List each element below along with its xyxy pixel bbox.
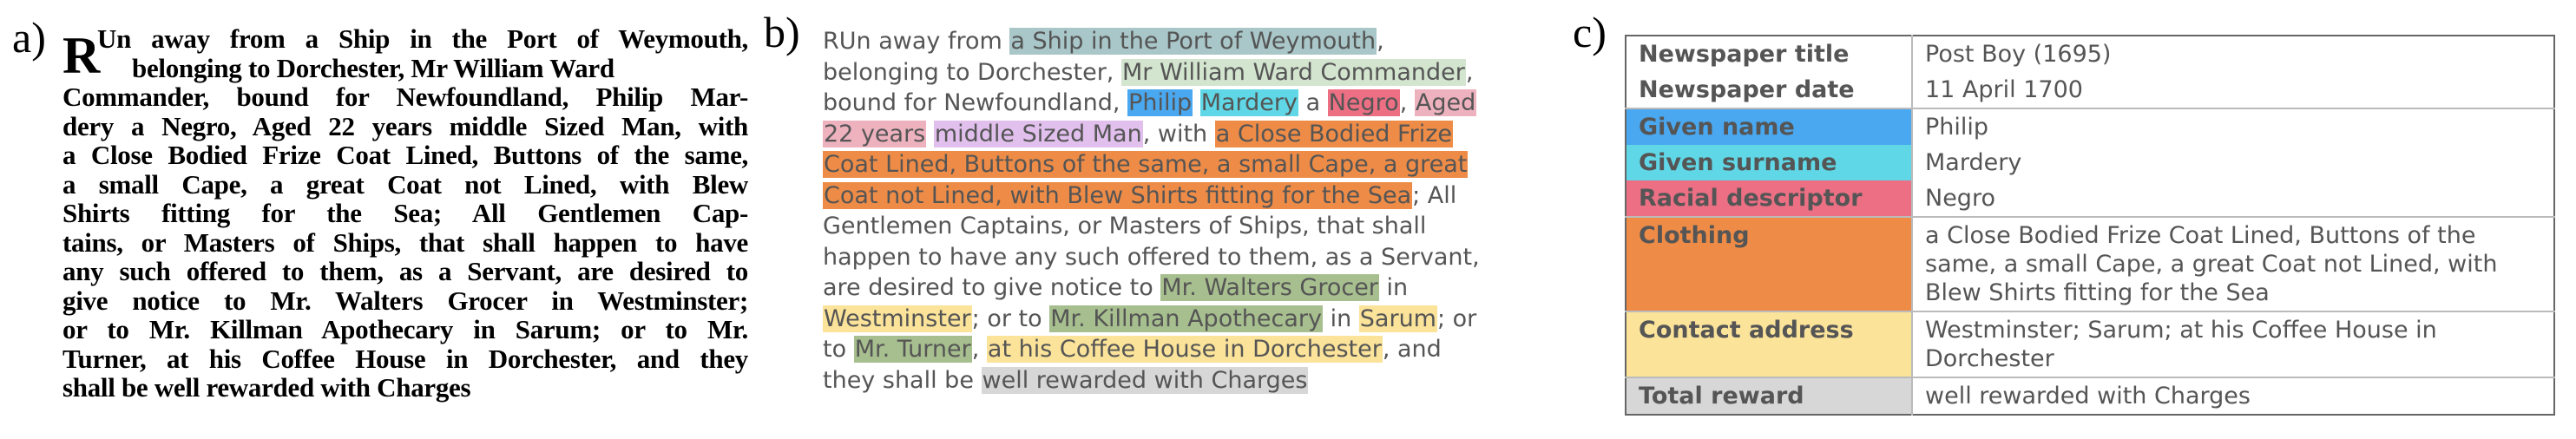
annot-line: are desired to give notice to Mr. Walters Grocer in — [823, 274, 1409, 301]
annot-line: bound for Newfoundland, Philip Mardery a Negro, Aged — [823, 89, 1476, 116]
field-value: Mardery — [1925, 149, 2022, 176]
scan-line: dery a Negro, Aged 22 years middle Sized Man, with — [62, 110, 748, 141]
highlight-commander: Mr William Ward Commander — [1121, 58, 1465, 86]
field-name: Racial descriptor — [1626, 180, 1912, 217]
annot-line: Coat not Lined, with Blew Shirts fitting for the Sea; All — [824, 181, 1457, 209]
highlight-given-surname: Mardery — [1200, 89, 1298, 116]
drop-cap: R — [62, 27, 101, 84]
highlight-contact: Mr. Walters Grocer — [1161, 274, 1378, 301]
highlight-address: Sarum — [1359, 305, 1436, 332]
field-name: Newspaper title — [1626, 36, 1912, 72]
table-row — [1626, 145, 2554, 180]
highlight-contact: Mr. Turner — [854, 336, 971, 363]
field-value: Philip — [1912, 108, 2554, 145]
annot-line: 22 years middle Sized Man, with a Close Bodied Frize — [824, 120, 1452, 147]
annot-line: RUn away from a Ship in the Port of Weymouth, — [823, 28, 1384, 55]
table-row — [1626, 217, 2554, 311]
table-row — [1626, 180, 2554, 217]
table-row — [1626, 72, 2554, 108]
field-name: Given surname — [1626, 145, 1912, 180]
scanned-advert — [62, 24, 748, 403]
scan-line: give notice to Mr. Walters Grocer in Westminster; — [62, 285, 748, 316]
field-name: Contact address — [1626, 311, 1912, 377]
annot-line — [823, 149, 1552, 180]
highlight-stature: middle Sized Man — [934, 120, 1142, 147]
scan-line: shall be well rewarded with Charges — [62, 372, 471, 403]
scan-line: Shirts fitting for the Sea; All Gentlemen Cap- — [62, 198, 748, 228]
highlight-age: Aged — [1415, 89, 1476, 116]
extracted-fields-table — [1625, 35, 2555, 416]
table-row — [1626, 311, 2554, 377]
highlight-clothing: a Close Bodied Frize — [1215, 120, 1452, 147]
scan-line: Un away from a Ship in the Port of Weymouth, — [97, 23, 748, 54]
scan-line: a small Cape, a great Coat not Lined, with Blew — [62, 168, 748, 200]
field-name: Newspaper date — [1626, 72, 1912, 108]
scan-line: or to Mr. Killman Apothecary in Sarum; or to Mr. — [62, 314, 748, 344]
table-row — [1626, 377, 2554, 415]
scan-line: a Close Bodied Frize Coat Lined, Buttons of the same, — [62, 140, 748, 170]
scan-line: Commander, bound for Newfoundland, Philip Mar- — [62, 82, 748, 112]
field-value: a Close Bodied Frize Coat Lined, Buttons of the same, a small Cape, a great Coat not Lined, with Blew Shirts fitting for the Sea — [1912, 217, 2554, 311]
highlight-age: 22 years — [824, 120, 926, 147]
field-value: well rewarded with Charges — [1912, 377, 2554, 415]
scan-line: any such offered to them, as a Servant, are desired to — [62, 256, 748, 286]
field-name: Given name — [1626, 108, 1912, 145]
field-value: Negro — [1925, 185, 1995, 212]
highlight-clothing: Coat not Lined, with Blew Shirts fitting for the Sea — [824, 181, 1412, 209]
field-name: Total reward — [1626, 377, 1912, 415]
annot-line: belonging to Dorchester, Mr William Ward Commander, — [823, 58, 1474, 86]
annot-line: to Mr. Turner, at his Coffee House in Dorchester, and — [823, 336, 1442, 363]
highlight-address: Westminster — [824, 305, 971, 332]
table-row — [1626, 36, 2554, 72]
highlight-ship: a Ship in the Port of Weymouth — [1010, 28, 1377, 55]
scan-line: belonging to Dorchester, Mr William Ward — [132, 52, 614, 83]
panel-b-label: b) — [764, 8, 800, 56]
highlight-racial: Negro — [1328, 89, 1399, 116]
highlight-reward: well rewarded with Charges — [982, 366, 1308, 394]
annot-line: Westminster; or to Mr. Killman Apothecary in Sarum; or — [824, 305, 1477, 332]
highlight-address: at his Coffee House in Dorchester — [987, 336, 1382, 363]
field-value: Post Boy (1695) — [1925, 41, 2112, 68]
table-row — [1626, 108, 2554, 145]
annot-line: happen to have any such offered to them, as a Servant, — [823, 243, 1480, 271]
scan-line: tains, or Masters of Ships, that shall happen to have — [62, 226, 748, 258]
panel-a-label: a) — [12, 13, 46, 62]
field-value: Westminster; Sarum; at his Coffee House in Dorchester — [1912, 311, 2554, 377]
scan-line: Turner, at his Coffee House in Dorchester, and they — [62, 343, 748, 374]
highlight-given-name: Philip — [1128, 89, 1193, 116]
annotated-transcription — [823, 26, 1552, 396]
annot-line: they shall be well rewarded with Charges — [823, 366, 1308, 394]
annot-line: Gentlemen Captains, or Masters of Ships, that shall — [823, 213, 1427, 239]
field-value: 11 April 1700 — [1925, 76, 2083, 103]
panel-c-label: c) — [1573, 8, 1607, 56]
field-name: Clothing — [1626, 217, 1912, 311]
highlight-clothing: Coat Lined, Buttons of the same, a small Cape, a great — [824, 151, 1468, 178]
highlight-contact: Mr. Killman Apothecary — [1050, 305, 1322, 332]
